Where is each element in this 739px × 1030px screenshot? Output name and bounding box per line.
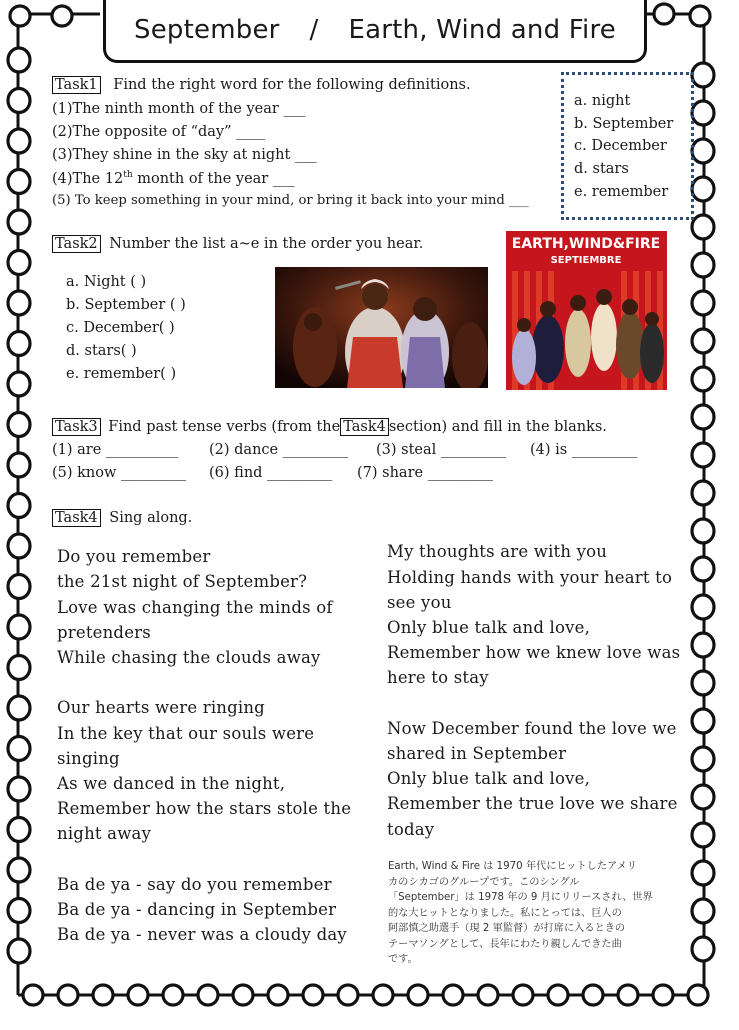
lyric-line: Ba de ya - never was a cloudy day (57, 925, 347, 944)
lyric-line: While chasing the clouds away (57, 648, 321, 667)
task1-item-1: (1)The ninth month of the year ___ (52, 101, 306, 117)
note-line: 的な大ヒットとなりました。私にとっては、巨人の (388, 907, 622, 919)
task3-blank-4: (4) is _________ (530, 442, 638, 458)
lyric-line: today (387, 820, 435, 839)
task2-item-a: a. Night ( ) (66, 274, 147, 290)
lyric-line: night away (57, 824, 152, 843)
lyric-line: here to stay (387, 668, 489, 687)
lyric-line: Only blue talk and love, (387, 618, 591, 637)
note-line: カのシカゴのグループです。このシングル (388, 876, 580, 888)
lyric-line: Ba de ya - dancing in September (57, 900, 337, 919)
task4-heading (52, 510, 192, 526)
lyric-line: shared in September (387, 744, 567, 763)
word-options-box (561, 72, 694, 220)
lyric-line: Remember the true love we share (387, 794, 678, 813)
task2-label: Task2 (52, 235, 101, 253)
task1-heading (52, 77, 471, 93)
task3-instruction-start: Find past tense verbs (from the (108, 419, 341, 435)
note-line: Earth, Wind & Fire は 1970 年代にヒットしたアメリ (388, 861, 637, 872)
song-title: September (134, 15, 280, 45)
task4-label: Task4 (52, 509, 101, 527)
album-cover-image (506, 231, 667, 390)
task3-blank-5: (5) know _________ (52, 465, 187, 481)
lyric-line: My thoughts are with you (387, 542, 608, 561)
lyric-line: singing (57, 749, 120, 768)
note-line: テーマソングとして、長年にわたり親しんできた曲 (388, 938, 622, 950)
lyric-line: In the key that our souls were (57, 724, 315, 743)
title-separator: / (309, 15, 319, 45)
task2-heading (52, 236, 423, 252)
lyric-line: Do you remember (57, 547, 211, 566)
task1-label: Task1 (52, 76, 101, 94)
album-band-name: EARTH,WIND&FIRE (511, 236, 661, 252)
task3-blank-1: (1) are __________ (52, 442, 179, 458)
task2-item-d: d. stars( ) (66, 343, 137, 359)
page-title (103, 0, 647, 63)
task3-heading (52, 419, 607, 435)
lyric-line: Now December found the love we (387, 719, 677, 738)
lyric-line: Ba de ya - say do you remember (57, 875, 332, 894)
note-line: 阿部慎之助選手（現 2 軍監督）が打席に入るときの (388, 923, 626, 934)
task2-item-e: e. remember( ) (66, 366, 177, 382)
lyric-line: see you (387, 593, 452, 612)
task3-blank-2: (2) dance _________ (209, 442, 348, 458)
task3-label: Task3 (52, 418, 101, 436)
task3-blank-7: (7) share _________ (357, 465, 493, 481)
option-c: c. December (574, 138, 667, 154)
option-e: e. remember (574, 184, 669, 200)
task2-item-c: c. December( ) (66, 320, 175, 336)
band-concert-photo (275, 267, 488, 388)
task1-item-4-rest: month of the year ___ (132, 170, 295, 187)
task1-item-4-start: (4)The 12 (52, 170, 124, 187)
task2-instruction: Number the list a~e in the order you hear. (109, 236, 424, 252)
note-line: です。 (388, 954, 418, 965)
task3-instruction-end: section) and fill in the blanks. (388, 419, 607, 435)
task3-blank-3: (3) steal _________ (376, 442, 507, 458)
task1-item-3: (3)They shine in the sky at night ___ (52, 147, 317, 163)
japanese-note (388, 859, 683, 968)
note-line: 「September」は 1978 年の 9 月にリリースされ、世界 (388, 892, 653, 903)
task1-instruction: Find the right word for the following definitions. (113, 77, 471, 93)
album-song-name: SEPTIEMBRE (550, 255, 622, 266)
task3-inline-task4-label: Task4 (340, 418, 389, 436)
task1-item-4-sup: th (123, 170, 133, 180)
lyric-line: Our hearts were ringing (57, 698, 265, 717)
option-b: b. September (574, 116, 674, 132)
task1-item-5: (5) To keep something in your mind, or bring it back into your mind ___ (52, 193, 529, 208)
task1-item-2: (2)The opposite of “day” ____ (52, 124, 266, 140)
task2-item-b: b. September ( ) (66, 297, 186, 313)
lyric-line: Love was changing the minds of (57, 598, 333, 617)
lyric-line: pretenders (57, 623, 151, 642)
task3-blank-6: (6) find _________ (209, 465, 333, 481)
option-d: d. stars (574, 161, 629, 177)
option-a: a. night (574, 93, 631, 109)
lyric-line: Only blue talk and love, (387, 769, 591, 788)
lyric-line: As we danced in the night, (57, 774, 286, 793)
lyric-line: Remember how we knew love was (387, 643, 681, 662)
artist-title: Earth, Wind and Fire (348, 15, 616, 45)
lyric-line: Remember how the stars stole the (57, 799, 352, 818)
task4-instruction: Sing along. (109, 510, 193, 526)
lyric-line: Holding hands with your heart to (387, 568, 673, 587)
lyric-line: the 21st night of September? (57, 572, 308, 591)
task1-item-4 (52, 170, 295, 187)
